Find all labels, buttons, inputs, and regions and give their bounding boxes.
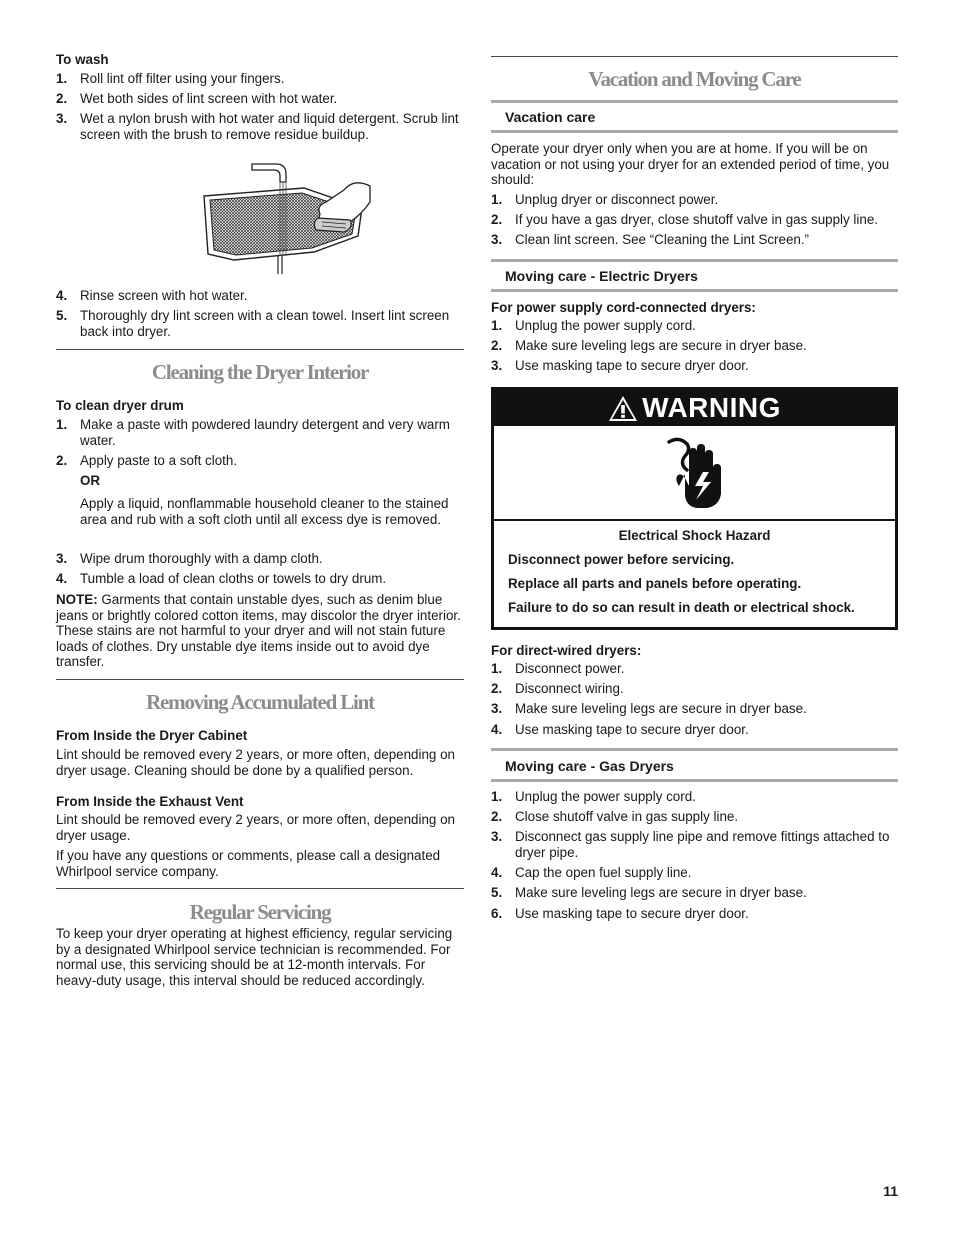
- section-divider: [491, 56, 898, 57]
- subhead-rule: [491, 779, 898, 782]
- list-item: 4. Use masking tape to secure dryer door.: [491, 721, 749, 737]
- list-item: 1. Unplug the power supply cord.: [491, 789, 696, 804]
- moving-gas-heading: Moving care - Gas Dryers: [505, 758, 674, 774]
- subhead-rule: [491, 259, 898, 262]
- list-item: 3. Clean lint screen. See “Cleaning the Lint Screen.”: [491, 232, 810, 248]
- list-item: 1. Unplug the power supply cord.: [491, 318, 696, 333]
- list-item: 3. Use masking tape to secure dryer door.: [491, 358, 749, 374]
- to-wash-steps-continued: [56, 288, 464, 344]
- direct-wired-heading: For direct-wired dryers:: [491, 643, 642, 658]
- warning-label: WARNING: [642, 392, 781, 424]
- cord-connected-heading: For power supply cord-connected dryers:: [491, 300, 756, 315]
- to-wash-heading: To wash: [56, 52, 109, 67]
- servicing-text: To keep your dryer operating at highest efficiency, regular servicing by a designated Whirlpool service technician is recommended. For normal use, this servicing should be at 12-month intervals. For heavy-duty usage, this interval should be reduced accordingly.: [56, 926, 453, 988]
- warning-line: Disconnect power before servicing.: [508, 551, 735, 567]
- cabinet-heading: From Inside the Dryer Cabinet: [56, 728, 248, 743]
- list-item: 3. Wipe drum thoroughly with a damp cloth.: [56, 551, 323, 566]
- clean-drum-steps: [56, 417, 464, 473]
- list-item: 6. Use masking tape to secure dryer door.: [491, 905, 749, 921]
- warning-banner: [494, 390, 895, 426]
- direct-wired-steps: [491, 661, 898, 742]
- electrical-shock-hand-icon: [665, 434, 725, 512]
- list-item: 4. Cap the open fuel supply line.: [491, 865, 692, 881]
- list-item: 4. Rinse screen with hot water.: [56, 288, 248, 303]
- section-divider: [56, 888, 464, 889]
- list-item: 2. Disconnect wiring.: [491, 681, 624, 697]
- vacation-intro: Operate your dryer only when you are at home. If you will be on vacation or not using your dryer for an extended period of time, you should:: [491, 141, 890, 188]
- regular-servicing-title: Regular Servicing: [189, 900, 331, 924]
- subhead-rule: [491, 748, 898, 751]
- gas-steps: [491, 789, 898, 926]
- list-item: 1. Make a paste with powdered laundry detergent and very warm water.: [56, 417, 450, 448]
- subhead-rule: [491, 130, 898, 133]
- list-item: 2. If you have a gas dryer, close shutoff valve in gas supply line.: [491, 212, 878, 228]
- list-item: 3. Wet a nylon brush with hot water and liquid detergent. Scrub lint screen with the brush to remove residue buildup.: [56, 111, 459, 142]
- note-paragraph: [56, 592, 464, 670]
- subhead-rule: [491, 289, 898, 292]
- section-divider: [56, 349, 464, 350]
- warning-icon-area: [494, 426, 895, 521]
- list-item: 3. Disconnect gas supply line pipe and remove fittings attached to dryer pipe.: [491, 829, 890, 860]
- warning-box: [491, 387, 898, 630]
- list-item: 1. Disconnect power.: [491, 661, 625, 676]
- clean-drum-steps-continued: [56, 551, 464, 591]
- exhaust-vent-heading: From Inside the Exhaust Vent: [56, 794, 244, 809]
- moving-electric-heading: Moving care - Electric Dryers: [505, 268, 698, 284]
- section-divider: [56, 679, 464, 680]
- list-item: 2. Close shutoff valve in gas supply line.: [491, 809, 739, 825]
- list-item: 2. Wet both sides of lint screen with hot water.: [56, 91, 338, 107]
- subhead-rule: [491, 100, 898, 103]
- note-text: Garments that contain unstable dyes, such as denim blue jeans or brightly colored cotton items, may discolor the dryer interior. These stains are not harmful to your dryer and will not stain future loads of clothes. Dry unstable dye items inside out to avoid dye transfer.: [56, 592, 461, 670]
- list-item: 1. Roll lint off filter using your fingers.: [56, 71, 285, 86]
- warning-triangle-icon: [608, 395, 638, 422]
- vacation-moving-title: Vacation and Moving Care: [588, 67, 801, 91]
- vacation-care-heading: Vacation care: [505, 109, 596, 125]
- list-item: 4. Tumble a load of clean cloths or towels to dry drum.: [56, 571, 387, 587]
- list-item: 3. Make sure leveling legs are secure in dryer base.: [491, 701, 807, 717]
- warning-line: Failure to do so can result in death or electrical shock.: [508, 599, 855, 615]
- or-label: OR: [80, 473, 101, 488]
- cord-connected-steps: [491, 318, 898, 379]
- list-item: 2. Apply paste to a soft cloth.: [56, 452, 238, 468]
- to-wash-steps: [56, 71, 464, 147]
- removing-lint-title: Removing Accumulated Lint: [146, 690, 374, 714]
- note-label: NOTE:: [56, 592, 98, 607]
- clean-drum-heading: To clean dryer drum: [56, 398, 184, 413]
- questions-text: If you have any questions or comments, please call a designated Whirlpool service company.: [56, 848, 441, 879]
- cleaning-interior-title: Cleaning the Dryer Interior: [151, 360, 369, 384]
- list-item: 5. Thoroughly dry lint screen with a clean towel. Insert lint screen back into dryer.: [56, 308, 450, 339]
- hazard-title: Electrical Shock Hazard: [618, 528, 771, 543]
- lint-screen-washing-illustration: [194, 156, 374, 278]
- page-number: 11: [883, 1183, 898, 1199]
- list-item: 2. Make sure leveling legs are secure in dryer base.: [491, 338, 807, 354]
- cabinet-text: Lint should be removed every 2 years, or more often, depending on dryer usage. Cleaning should be done by a qualified person.: [56, 747, 455, 778]
- list-item: 1. Unplug dryer or disconnect power.: [491, 192, 719, 207]
- warning-line: Replace all parts and panels before operating.: [508, 575, 802, 591]
- alt-cleaner-text: Apply a liquid, nonflammable household cleaner to the stained area and rub with a soft cloth until all excess dye is removed.: [80, 496, 449, 527]
- vacation-steps: [491, 192, 898, 253]
- warning-messages: [494, 521, 895, 616]
- list-item: 5. Make sure leveling legs are secure in dryer base.: [491, 885, 807, 901]
- exhaust-vent-text: Lint should be removed every 2 years, or more often, depending on dryer usage.: [56, 812, 455, 843]
